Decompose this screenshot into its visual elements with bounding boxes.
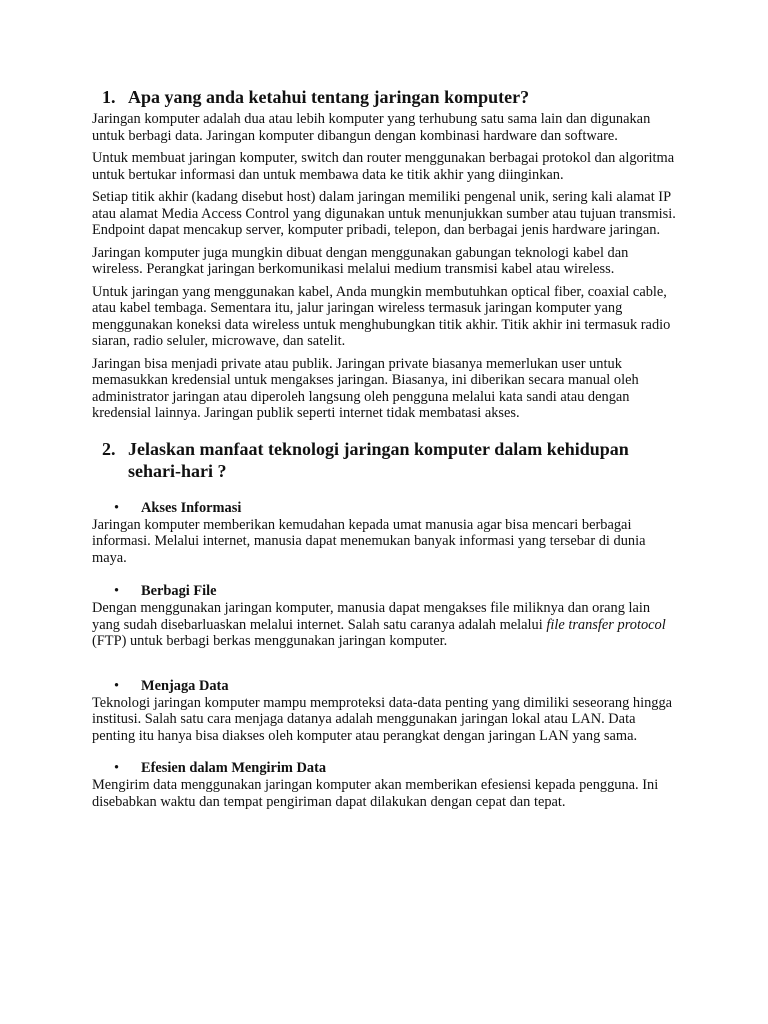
bullet-icon: •: [114, 499, 120, 516]
list-item: [92, 500, 676, 567]
question-2-number: 2.: [102, 438, 116, 459]
bullet-heading: [92, 760, 676, 777]
bullet-heading: [92, 678, 676, 695]
paragraph: Untuk membuat jaringan komputer, switch dan router menggunakan berbagai protokol dan algoritma untuk bertukar informasi dan untuk membawa data ke titik akhir yang diinginkan.: [92, 150, 675, 183]
bullet-title: Berbagi File: [141, 583, 217, 599]
bullet-text-end: (FTP) untuk berbagi berkas menggunakan jaringan komputer.: [92, 633, 448, 649]
paragraph: Jaringan komputer juga mungkin dibuat dengan menggunakan gabungan teknologi kabel dan wireless. Perangkat jaringan berkomunikasi melalui medium transmisi kabel atau wireless.: [92, 244, 629, 277]
question-1-number: 1.: [102, 87, 116, 107]
bullet-icon: •: [114, 583, 120, 599]
question-1-heading: [102, 86, 676, 108]
paragraph: Setiap titik akhir (kadang disebut host) dalam jaringan memiliki pengenal unik, sering kali alamat IP atau alamat Media Access Control yang digunakan untuk menunjukkan sumber atau tujuan transmisi. Endpoint dapat mencakup server, komputer pribadi, telepon, dan berbagai jenis hardware jaringan.: [92, 189, 676, 238]
question-2-heading: [102, 438, 676, 482]
bullet-title: Efesien dalam Mengirim Data: [141, 760, 327, 776]
list-item: [92, 760, 676, 810]
bullet-heading: [92, 500, 676, 517]
bullet-icon: •: [114, 760, 120, 776]
question-1-text: Apa yang anda ketahui tentang jaringan komputer?: [128, 87, 530, 107]
paragraph: Jaringan bisa menjadi private atau publik. Jaringan private biasanya memerlukan user untuk memasukkan kredensial untuk mengakses jaringan. Biasanya, ini diberikan secara manual oleh administrator jaringan atau diperoleh langsung oleh pengguna melalui kata sandi atau dengan kredensial lainnya. Jaringan publik seperti internet tidak membatasi akses.: [92, 355, 639, 421]
bullet-text-italic: file transfer protocol: [546, 616, 666, 633]
document-page: [92, 86, 676, 827]
bullet-text: [92, 600, 676, 650]
bullet-title: Akses Informasi: [141, 499, 242, 516]
bullet-icon: •: [114, 677, 120, 694]
bullet-text: Teknologi jaringan komputer mampu memproteksi data-data penting yang dimiliki seseorang hingga institusi. Salah satu cara menjaga datanya adalah menggunakan jaringan lokal atau LAN. Data penting itu hanya bisa diakses oleh komputer atau perangkat dengan jaringan LAN yang sama.: [92, 694, 673, 744]
bullet-text: Mengirim data menggunakan jaringan komputer akan memberikan efesiensi kepada pengguna. Ini disebabkan waktu dan tempat pengiriman dapat dilakukan dengan cepat dan tepat.: [92, 777, 659, 810]
bullet-text: Jaringan komputer memberikan kemudahan kepada umat manusia agar bisa mencari berbagai informasi. Melalui internet, manusia dapat menemukan banyak informasi yang tersebar di dunia maya.: [92, 516, 646, 566]
paragraph: Untuk jaringan yang menggunakan kabel, Anda mungkin membutuhkan optical fiber, coaxial cable, atau kabel tembaga. Sementara itu, jalur jaringan wireless termasuk jaringan komputer yang menggunakan koneksi data wireless untuk menghubungkan titik akhir. Titik akhir ini termasuk radio siaran, radio seluler, microwave, dan satelit.: [92, 283, 671, 349]
list-item: [92, 583, 676, 650]
question-2-text: Jelaskan manfaat teknologi jaringan komputer dalam kehidupan sehari-hari ?: [128, 438, 629, 481]
bullet-title: Menjaga Data: [141, 677, 229, 694]
bullet-text-start: Dengan menggunakan jaringan komputer, manusia dapat mengakses file miliknya dan orang lain yang sudah disebarluaskan melalui internet. Salah satu caranya adalah melalui: [92, 600, 651, 633]
paragraph: Jaringan komputer adalah dua atau lebih komputer yang terhubung satu sama lain dan digunakan untuk berbagi data. Jaringan komputer dibangun dengan kombinasi hardware dan software.: [92, 111, 651, 144]
list-item: [92, 678, 676, 745]
bullet-heading: [92, 583, 676, 600]
